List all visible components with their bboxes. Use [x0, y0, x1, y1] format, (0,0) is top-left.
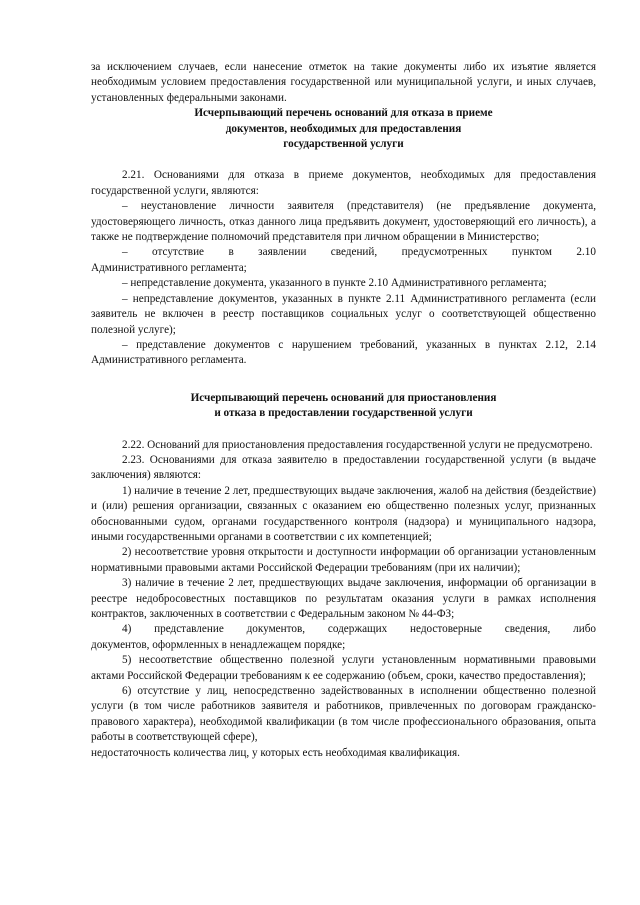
list1-item-1: – неустановление личности заявителя (представителя) (не предъявление документа, удостоверяющего личность, отказ данного лица предъявить документ, удостоверяющий его личность), а также не подтверждение полномочий представителя при личном обращении в Министерство;	[91, 200, 596, 244]
list2-item-6-end: недостаточность количества лиц, у которых есть необходимая квалификация.	[91, 746, 460, 759]
list2-item-1: 1) наличие в течение 2 лет, предшествующих выдаче заключения, жалоб на действия (бездействие) и (или) решения организации, связанных с оказанием ею общественно полезных услуг, признанных обоснованными судом, органами государственного контроля (надзора) и муниципального надзора, иными государственными органами в соответствии с их компетенцией;	[91, 484, 596, 543]
heading1-line2: документов, необходимых для предоставления	[225, 122, 462, 135]
intro-paragraph: за исключением случаев, если нанесение отметок на такие документы либо их изъятие является необходимым условием предоставления государственной или муниципальной услуги, и иных случаев, установленных федеральными законами.	[91, 61, 596, 104]
heading1-line3: государственной услуги	[283, 138, 404, 151]
list1-item-5: – представление документов с нарушением требований, указанных в пунктах 2.12, 2.14 Административного регламента.	[91, 338, 596, 367]
list1-item-2b: Административного регламента;	[91, 261, 247, 274]
list1-item-2a: – отсутствие в заявлении сведений, предусмотренных пунктом 2.10	[122, 246, 596, 259]
list1-item-4: – непредставление документов, указанных в пункте 2.11 Административного регламента (если заявитель не включен в реестр поставщиков социальных услуг о соответствующей общественно полезной услуге);	[91, 292, 596, 336]
paragraph-2-23: 2.23. Основаниями для отказа заявителю в предоставлении государственной услуги (в выдаче заключения) являются:	[91, 453, 596, 482]
list2-item-5: 5) несоответствие общественно полезной услуги установленным нормативными правовыми актами Российской Федерации требованиям к ее содержанию (объем, сроки, качество предоставления);	[91, 654, 596, 682]
list2-item-4b: документов, оформленных в ненадлежащем порядке;	[91, 638, 346, 651]
heading1-line1: Исчерпывающий перечень оснований для отказа в приеме	[194, 107, 493, 120]
list2-item-3: 3) наличие в течение 2 лет, предшествующих выдаче заключения, информации об организации в реестре недобросовестных поставщиков по результатам оказания услуги в рамках исполнения контрактов, заключенных в соответствии с Федеральным законом № 44-ФЗ;	[91, 577, 596, 620]
heading2-line2: и отказа в предоставлении государственной услуги	[214, 407, 473, 420]
document-page	[91, 60, 596, 761]
list2-item-2: 2) несоответствие уровня открытости и доступности информации об организации установленным нормативными правовыми актами Российской Федерации требованиям (при их наличии);	[91, 546, 596, 574]
paragraph-2-21: 2.21. Основаниями для отказа в приеме документов, необходимых для предоставления государственной услуги, являются:	[91, 169, 596, 197]
list2-item-6: 6) отсутствие у лиц, непосредственно задействованных в исполнении общественно полезной услуги (в том числе работников заявителя и работников, привлеченных по договорам гражданско-правового характера), необходимой квалификации (в том числе профессионального образования, опыта работы в соответствующей сфере),	[91, 685, 596, 744]
paragraph-2-22: 2.22. Оснований для приостановления предоставления государственной услуги не предусмотрено.	[122, 438, 593, 451]
heading2-line1: Исчерпывающий перечень оснований для приостановления	[190, 391, 497, 404]
list1-item-3: – непредставление документа, указанного в пункте 2.10 Административного регламента;	[122, 277, 547, 290]
list2-item-4a: 4) представление документов, содержащих недостоверные сведения, либо	[122, 623, 596, 636]
